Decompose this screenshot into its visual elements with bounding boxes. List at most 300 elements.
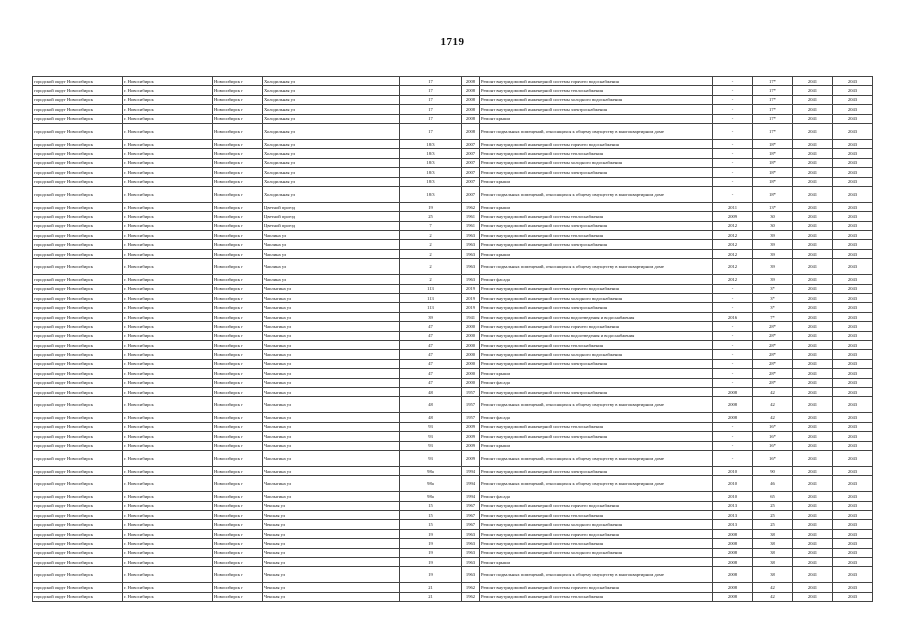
cell-municipality: городской округ Новосибирск: [33, 303, 123, 312]
table-row: [33, 432, 873, 441]
cell-last-repair-year: 2008: [713, 539, 753, 548]
cell-house-number: 47: [400, 378, 462, 387]
cell-plan-end: 2043: [833, 441, 873, 450]
cell-plan-start: 2041: [793, 387, 833, 396]
cell-last-repair-year: -: [713, 340, 753, 349]
cell-build-year: 1963: [462, 558, 480, 567]
cell-last-repair-year: 2013: [713, 520, 753, 529]
cell-last-repair-year: -: [713, 350, 753, 359]
table-row: [33, 202, 873, 211]
cell-work-type: Ремонт фасада: [480, 492, 713, 501]
table-row: [33, 387, 873, 396]
cell-municipality: городской округ Новосибирск: [33, 221, 123, 230]
cell-street: Чекская ул: [263, 567, 400, 583]
cell-street: Чаплыгина ул: [263, 350, 400, 359]
cell-street: Чекская ул: [263, 592, 400, 601]
cell-locality: Новосибирск г: [213, 397, 263, 413]
cell-municipality: городской округ Новосибирск: [33, 249, 123, 258]
cell-house-number: 48: [400, 413, 462, 422]
table-row: [33, 186, 873, 202]
cell-work-type: Ремонт внутридомовой инженерной системы электроснабжения: [480, 303, 713, 312]
cell-locality: Новосибирск г: [213, 548, 263, 557]
cell-build-year: 2007: [462, 177, 480, 186]
cell-build-year: 2019: [462, 284, 480, 293]
cell-settlement: г. Новосибирск: [123, 123, 213, 139]
cell-build-year: 1963: [462, 529, 480, 538]
cell-build-year: 2019: [462, 303, 480, 312]
cell-plan-start: 2041: [793, 558, 833, 567]
cell-municipality: городской округ Новосибирск: [33, 240, 123, 249]
cell-house-number: 2: [400, 259, 462, 275]
cell-municipality: городской округ Новосибирск: [33, 529, 123, 538]
table-row: [33, 240, 873, 249]
cell-settlement: г. Новосибирск: [123, 221, 213, 230]
cell-work-type: Ремонт крыши: [480, 249, 713, 258]
cell-street: Чаплыгина ул: [263, 331, 400, 340]
cell-locality: Новосибирск г: [213, 567, 263, 583]
cell-build-year: 2000: [462, 340, 480, 349]
cell-wear-percent: 18*: [753, 186, 793, 202]
cell-municipality: городской округ Новосибирск: [33, 340, 123, 349]
cell-locality: Новосибирск г: [213, 77, 263, 86]
cell-settlement: г. Новосибирск: [123, 240, 213, 249]
cell-municipality: городской округ Новосибирск: [33, 77, 123, 86]
cell-settlement: г. Новосибирск: [123, 177, 213, 186]
cell-plan-start: 2041: [793, 231, 833, 240]
cell-plan-start: 2041: [793, 77, 833, 86]
cell-settlement: г. Новосибирск: [123, 476, 213, 492]
cell-last-repair-year: 2008: [713, 592, 753, 601]
page-number: 1719: [440, 36, 465, 48]
cell-last-repair-year: -: [713, 369, 753, 378]
cell-plan-start: 2041: [793, 501, 833, 510]
cell-settlement: г. Новосибирск: [123, 558, 213, 567]
cell-street: Чаплина ул: [263, 231, 400, 240]
cell-house-number: 17: [400, 123, 462, 139]
cell-plan-end: 2043: [833, 369, 873, 378]
cell-municipality: городской округ Новосибирск: [33, 95, 123, 104]
cell-work-type: Ремонт фасада: [480, 413, 713, 422]
cell-last-repair-year: 2012: [713, 231, 753, 240]
cell-municipality: городской округ Новосибирск: [33, 466, 123, 475]
cell-settlement: г. Новосибирск: [123, 303, 213, 312]
table-row: [33, 529, 873, 538]
cell-wear-percent: 39: [753, 259, 793, 275]
cell-locality: Новосибирск г: [213, 231, 263, 240]
cell-municipality: городской округ Новосибирск: [33, 387, 123, 396]
cell-plan-start: 2041: [793, 567, 833, 583]
cell-municipality: городской округ Новосибирск: [33, 501, 123, 510]
cell-settlement: г. Новосибирск: [123, 149, 213, 158]
table-row: [33, 114, 873, 123]
cell-locality: Новосибирск г: [213, 123, 263, 139]
table-row: [33, 149, 873, 158]
cell-last-repair-year: 2008: [713, 529, 753, 538]
cell-locality: Новосибирск г: [213, 422, 263, 431]
cell-work-type: Ремонт внутридомовой инженерной системы холодного водоснабжения: [480, 548, 713, 557]
cell-plan-start: 2041: [793, 259, 833, 275]
cell-work-type: Ремонт внутридомовой инженерной системы холодного водоснабжения: [480, 350, 713, 359]
cell-last-repair-year: -: [713, 168, 753, 177]
cell-work-type: Ремонт крыши: [480, 369, 713, 378]
cell-wear-percent: 30: [753, 212, 793, 221]
cell-municipality: городской округ Новосибирск: [33, 548, 123, 557]
cell-build-year: 2008: [462, 114, 480, 123]
cell-locality: Новосибирск г: [213, 558, 263, 567]
table-row: [33, 369, 873, 378]
cell-locality: Новосибирск г: [213, 501, 263, 510]
cell-wear-percent: 16*: [753, 432, 793, 441]
cell-work-type: Ремонт внутридомовой инженерной системы электроснабжения: [480, 105, 713, 114]
table-row: [33, 592, 873, 601]
cell-work-type: Ремонт подвальных помещений, относящихся к общему имуществу в многоквартирном доме: [480, 567, 713, 583]
cell-plan-start: 2041: [793, 249, 833, 258]
cell-plan-start: 2041: [793, 466, 833, 475]
cell-last-repair-year: -: [713, 322, 753, 331]
cell-wear-percent: 18*: [753, 177, 793, 186]
cell-settlement: г. Новосибирск: [123, 77, 213, 86]
cell-work-type: Ремонт подвальных помещений, относящихся к общему имуществу в многоквартирном доме: [480, 476, 713, 492]
cell-settlement: г. Новосибирск: [123, 322, 213, 331]
cell-house-number: 18/3: [400, 139, 462, 148]
cell-wear-percent: 25: [753, 520, 793, 529]
cell-settlement: г. Новосибирск: [123, 294, 213, 303]
cell-locality: Новосибирск г: [213, 240, 263, 249]
cell-build-year: 2000: [462, 369, 480, 378]
cell-locality: Новосибирск г: [213, 294, 263, 303]
cell-build-year: 2008: [462, 123, 480, 139]
register-table: [32, 76, 873, 602]
cell-settlement: г. Новосибирск: [123, 105, 213, 114]
cell-house-number: 18/3: [400, 186, 462, 202]
cell-work-type: Ремонт внутридомовой инженерной системы электроснабжения: [480, 359, 713, 368]
cell-house-number: 19: [400, 202, 462, 211]
cell-locality: Новосибирск г: [213, 369, 263, 378]
cell-street: Холодильная ул: [263, 139, 400, 148]
cell-plan-start: 2041: [793, 294, 833, 303]
cell-street: Цветной проезд: [263, 202, 400, 211]
cell-plan-start: 2041: [793, 312, 833, 321]
cell-build-year: 2000: [462, 322, 480, 331]
cell-plan-start: 2041: [793, 511, 833, 520]
cell-street: Цветной проезд: [263, 212, 400, 221]
cell-plan-start: 2041: [793, 359, 833, 368]
cell-settlement: г. Новосибирск: [123, 520, 213, 529]
cell-build-year: 1994: [462, 492, 480, 501]
cell-last-repair-year: -: [713, 331, 753, 340]
cell-plan-end: 2043: [833, 95, 873, 104]
cell-locality: Новосибирск г: [213, 529, 263, 538]
cell-street: Чаплыгина ул: [263, 378, 400, 387]
cell-plan-start: 2041: [793, 450, 833, 466]
cell-street: Чаплыгина ул: [263, 303, 400, 312]
cell-wear-percent: 3*: [753, 294, 793, 303]
cell-plan-end: 2043: [833, 294, 873, 303]
cell-last-repair-year: 2011: [713, 202, 753, 211]
cell-build-year: 2007: [462, 149, 480, 158]
cell-street: Холодильная ул: [263, 186, 400, 202]
table-row: [33, 177, 873, 186]
cell-work-type: Ремонт крыши: [480, 202, 713, 211]
cell-last-repair-year: 2008: [713, 397, 753, 413]
cell-work-type: Ремонт внутридомовой инженерной системы холодного водоснабжения: [480, 158, 713, 167]
cell-build-year: 1957: [462, 397, 480, 413]
cell-settlement: г. Новосибирск: [123, 422, 213, 431]
cell-wear-percent: 42: [753, 397, 793, 413]
cell-municipality: городской округ Новосибирск: [33, 359, 123, 368]
cell-plan-end: 2043: [833, 158, 873, 167]
cell-wear-percent: 39: [753, 275, 793, 284]
cell-plan-end: 2043: [833, 432, 873, 441]
table-row: [33, 539, 873, 548]
cell-municipality: городской округ Новосибирск: [33, 441, 123, 450]
cell-municipality: городской округ Новосибирск: [33, 212, 123, 221]
cell-plan-end: 2043: [833, 240, 873, 249]
cell-wear-percent: 42: [753, 387, 793, 396]
cell-last-repair-year: -: [713, 177, 753, 186]
cell-settlement: г. Новосибирск: [123, 212, 213, 221]
table-row: [33, 476, 873, 492]
cell-wear-percent: 17*: [753, 105, 793, 114]
cell-last-repair-year: -: [713, 95, 753, 104]
cell-municipality: городской округ Новосибирск: [33, 432, 123, 441]
cell-plan-end: 2043: [833, 186, 873, 202]
cell-house-number: 48: [400, 397, 462, 413]
cell-settlement: г. Новосибирск: [123, 259, 213, 275]
cell-last-repair-year: -: [713, 441, 753, 450]
cell-municipality: городской округ Новосибирск: [33, 284, 123, 293]
table-row: [33, 77, 873, 86]
cell-work-type: Ремонт крыши: [480, 114, 713, 123]
cell-last-repair-year: -: [713, 105, 753, 114]
cell-plan-end: 2043: [833, 284, 873, 293]
cell-wear-percent: 13*: [753, 202, 793, 211]
cell-settlement: г. Новосибирск: [123, 548, 213, 557]
cell-settlement: г. Новосибирск: [123, 331, 213, 340]
cell-settlement: г. Новосибирск: [123, 567, 213, 583]
cell-street: Холодильная ул: [263, 177, 400, 186]
cell-house-number: 113: [400, 284, 462, 293]
cell-plan-start: 2041: [793, 177, 833, 186]
cell-last-repair-year: 2008: [713, 567, 753, 583]
cell-house-number: 98а: [400, 476, 462, 492]
cell-plan-end: 2043: [833, 259, 873, 275]
cell-build-year: 1963: [462, 240, 480, 249]
cell-settlement: г. Новосибирск: [123, 340, 213, 349]
cell-plan-end: 2043: [833, 340, 873, 349]
cell-work-type: Ремонт фасада: [480, 275, 713, 284]
cell-municipality: городской округ Новосибирск: [33, 149, 123, 158]
cell-municipality: городской округ Новосибирск: [33, 158, 123, 167]
cell-last-repair-year: -: [713, 77, 753, 86]
cell-plan-start: 2041: [793, 340, 833, 349]
cell-municipality: городской округ Новосибирск: [33, 331, 123, 340]
cell-locality: Новосибирск г: [213, 520, 263, 529]
cell-work-type: Ремонт крыши: [480, 558, 713, 567]
cell-work-type: Ремонт внутридомовой инженерной системы теплоснабжения: [480, 86, 713, 95]
cell-build-year: 2007: [462, 186, 480, 202]
cell-street: Чекская ул: [263, 501, 400, 510]
cell-locality: Новосибирск г: [213, 441, 263, 450]
cell-plan-end: 2043: [833, 466, 873, 475]
table-row: [33, 284, 873, 293]
cell-plan-end: 2043: [833, 231, 873, 240]
cell-plan-start: 2041: [793, 548, 833, 557]
table-row: [33, 567, 873, 583]
cell-house-number: 93: [400, 441, 462, 450]
cell-municipality: городской округ Новосибирск: [33, 202, 123, 211]
cell-work-type: Ремонт внутридомовой инженерной системы водоотведения и водоснабжения: [480, 331, 713, 340]
cell-plan-start: 2041: [793, 592, 833, 601]
cell-municipality: городской округ Новосибирск: [33, 520, 123, 529]
cell-plan-end: 2043: [833, 558, 873, 567]
cell-work-type: Ремонт внутридомовой инженерной системы горячего водоснабжения: [480, 139, 713, 148]
cell-house-number: 47: [400, 359, 462, 368]
cell-wear-percent: 42: [753, 583, 793, 592]
cell-work-type: Ремонт внутридомовой инженерной системы электроснабжения: [480, 432, 713, 441]
cell-wear-percent: 18*: [753, 139, 793, 148]
table-row: [33, 548, 873, 557]
cell-plan-start: 2041: [793, 369, 833, 378]
cell-build-year: 2009: [462, 450, 480, 466]
cell-plan-start: 2041: [793, 331, 833, 340]
cell-last-repair-year: 2008: [713, 583, 753, 592]
cell-settlement: г. Новосибирск: [123, 312, 213, 321]
cell-settlement: г. Новосибирск: [123, 369, 213, 378]
cell-plan-end: 2043: [833, 86, 873, 95]
cell-plan-end: 2043: [833, 123, 873, 139]
cell-settlement: г. Новосибирск: [123, 441, 213, 450]
cell-wear-percent: 17*: [753, 86, 793, 95]
cell-last-repair-year: 2008: [713, 387, 753, 396]
cell-plan-start: 2041: [793, 95, 833, 104]
cell-plan-end: 2043: [833, 583, 873, 592]
cell-plan-end: 2043: [833, 168, 873, 177]
cell-build-year: 1967: [462, 520, 480, 529]
cell-plan-start: 2041: [793, 322, 833, 331]
cell-wear-percent: 38: [753, 529, 793, 538]
cell-settlement: г. Новосибирск: [123, 158, 213, 167]
cell-wear-percent: 38: [753, 548, 793, 557]
cell-plan-start: 2041: [793, 432, 833, 441]
table-row: [33, 221, 873, 230]
cell-plan-end: 2043: [833, 567, 873, 583]
cell-plan-start: 2041: [793, 158, 833, 167]
cell-house-number: 93: [400, 450, 462, 466]
cell-municipality: городской округ Новосибирск: [33, 567, 123, 583]
cell-plan-start: 2041: [793, 284, 833, 293]
cell-municipality: городской округ Новосибирск: [33, 369, 123, 378]
cell-municipality: городской округ Новосибирск: [33, 105, 123, 114]
cell-wear-percent: 39: [753, 249, 793, 258]
cell-house-number: 19: [400, 539, 462, 548]
cell-locality: Новосибирск г: [213, 350, 263, 359]
cell-locality: Новосибирск г: [213, 583, 263, 592]
cell-wear-percent: 25: [753, 501, 793, 510]
cell-work-type: Ремонт внутридомовой инженерной системы холодного водоснабжения: [480, 95, 713, 104]
cell-street: Чаплыгина ул: [263, 476, 400, 492]
cell-plan-start: 2041: [793, 186, 833, 202]
cell-plan-end: 2043: [833, 422, 873, 431]
cell-settlement: г. Новосибирск: [123, 450, 213, 466]
cell-municipality: городской округ Новосибирск: [33, 186, 123, 202]
cell-build-year: 2008: [462, 95, 480, 104]
cell-settlement: г. Новосибирск: [123, 86, 213, 95]
cell-last-repair-year: -: [713, 432, 753, 441]
cell-locality: Новосибирск г: [213, 340, 263, 349]
table-row: [33, 441, 873, 450]
cell-build-year: 1962: [462, 202, 480, 211]
cell-plan-end: 2043: [833, 149, 873, 158]
cell-work-type: Ремонт внутридомовой инженерной системы горячего водоснабжения: [480, 322, 713, 331]
cell-plan-end: 2043: [833, 322, 873, 331]
cell-house-number: 18/3: [400, 168, 462, 177]
cell-locality: Новосибирск г: [213, 139, 263, 148]
cell-build-year: 2008: [462, 77, 480, 86]
cell-house-number: 17: [400, 95, 462, 104]
cell-house-number: 19: [400, 558, 462, 567]
cell-last-repair-year: 2013: [713, 511, 753, 520]
cell-plan-end: 2043: [833, 177, 873, 186]
cell-street: Чаплыгина ул: [263, 413, 400, 422]
cell-plan-end: 2043: [833, 539, 873, 548]
cell-last-repair-year: -: [713, 186, 753, 202]
cell-street: Чаплыгина ул: [263, 492, 400, 501]
cell-work-type: Ремонт внутридомовой инженерной системы горячего водоснабжения: [480, 583, 713, 592]
cell-plan-end: 2043: [833, 249, 873, 258]
cell-build-year: 1963: [462, 548, 480, 557]
cell-build-year: 1963: [462, 539, 480, 548]
cell-locality: Новосибирск г: [213, 432, 263, 441]
table-row: [33, 359, 873, 368]
cell-plan-end: 2043: [833, 450, 873, 466]
cell-municipality: городской округ Новосибирск: [33, 139, 123, 148]
cell-wear-percent: 38: [753, 567, 793, 583]
cell-plan-end: 2043: [833, 520, 873, 529]
cell-locality: Новосибирск г: [213, 378, 263, 387]
cell-settlement: г. Новосибирск: [123, 350, 213, 359]
table-row: [33, 105, 873, 114]
cell-plan-end: 2043: [833, 331, 873, 340]
cell-house-number: 17: [400, 105, 462, 114]
cell-municipality: городской округ Новосибирск: [33, 275, 123, 284]
table-row: [33, 331, 873, 340]
cell-settlement: г. Новосибирск: [123, 387, 213, 396]
cell-house-number: 19: [400, 567, 462, 583]
cell-house-number: 113: [400, 294, 462, 303]
cell-work-type: Ремонт подвальных помещений, относящихся к общему имуществу в многоквартирном доме: [480, 450, 713, 466]
table-row: [33, 86, 873, 95]
cell-settlement: г. Новосибирск: [123, 168, 213, 177]
cell-house-number: 2: [400, 249, 462, 258]
cell-street: Чекская ул: [263, 529, 400, 538]
cell-locality: Новосибирск г: [213, 511, 263, 520]
cell-build-year: 1957: [462, 387, 480, 396]
cell-street: Чаплыгина ул: [263, 422, 400, 431]
cell-last-repair-year: -: [713, 123, 753, 139]
cell-wear-percent: 17*: [753, 77, 793, 86]
cell-settlement: г. Новосибирск: [123, 231, 213, 240]
cell-wear-percent: 28*: [753, 331, 793, 340]
table-row: [33, 294, 873, 303]
cell-street: Холодильная ул: [263, 123, 400, 139]
cell-street: Чекская ул: [263, 511, 400, 520]
cell-locality: Новосибирск г: [213, 312, 263, 321]
cell-work-type: Ремонт внутридомовой инженерной системы теплоснабжения: [480, 539, 713, 548]
cell-last-repair-year: 2010: [713, 492, 753, 501]
cell-plan-end: 2043: [833, 511, 873, 520]
cell-work-type: Ремонт внутридомовой инженерной системы электроснабжения: [480, 221, 713, 230]
